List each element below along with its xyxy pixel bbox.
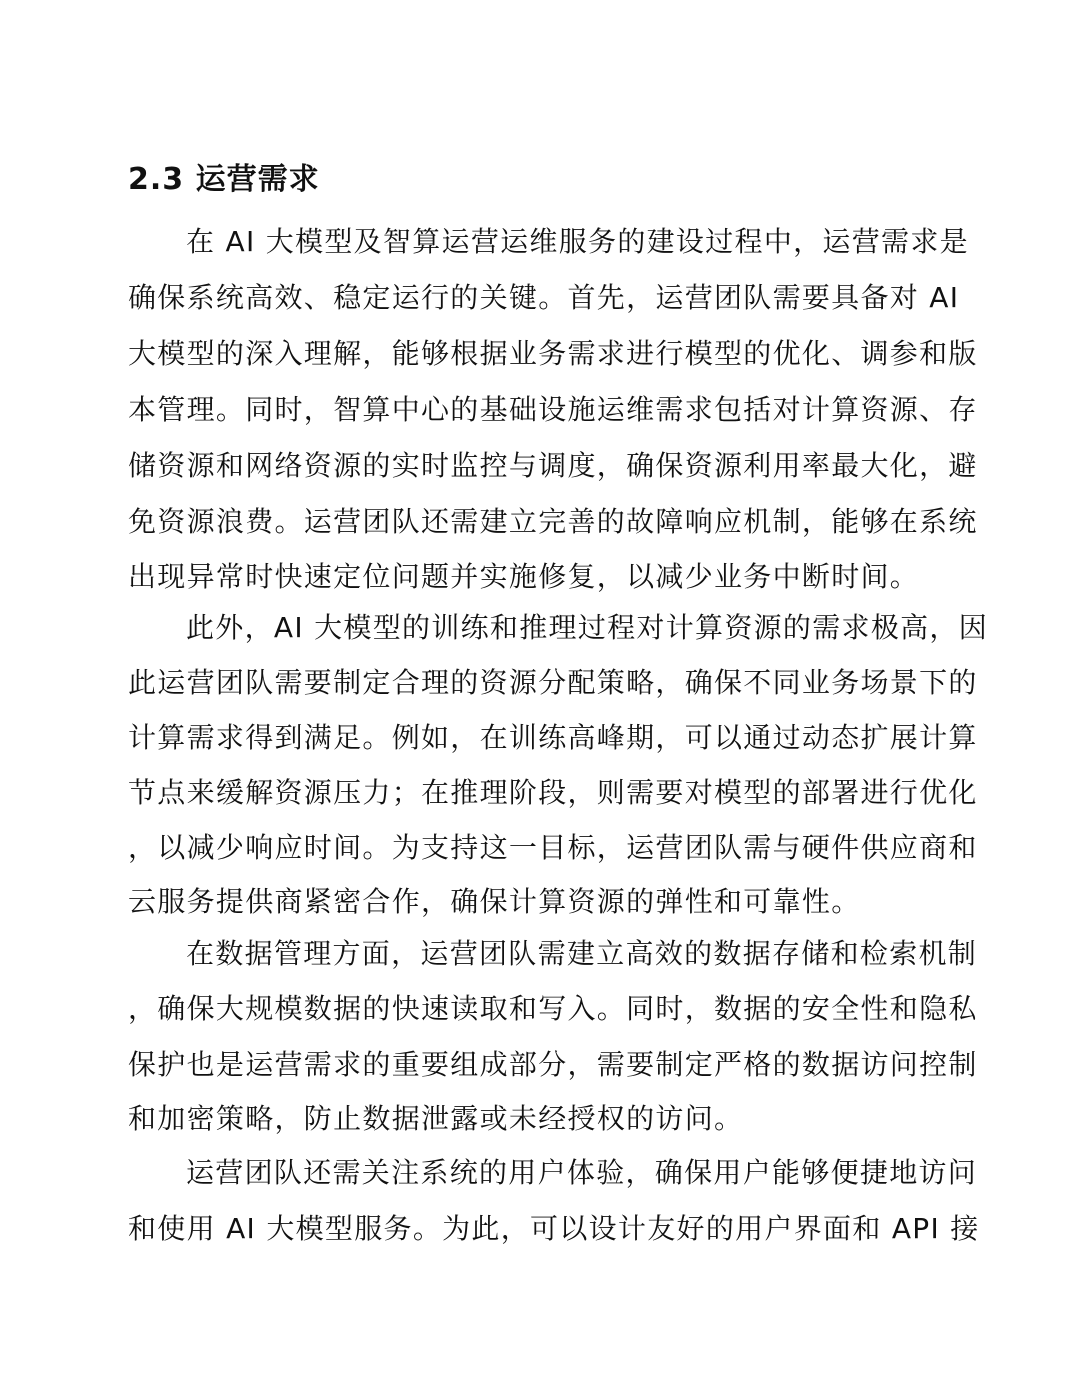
section-heading: 2.3 运营需求	[128, 162, 320, 197]
paragraph-2-line-2: 此运营团队需要制定合理的资源分配策略，确保不同业务场景下的	[128, 666, 978, 699]
paragraph-2-line-1: 此外，AI 大模型的训练和推理过程对计算资源的需求极高，因	[186, 611, 989, 644]
paragraph-1-line-2: 确保系统高效、稳定运行的关键。首先，运营团队需要具备对 AI	[128, 281, 960, 314]
paragraph-1-line-7: 出现异常时快速定位问题并实施修复，以减少业务中断时间。	[128, 560, 920, 593]
paragraph-3-line-3: 保护也是运营需求的重要组成部分，需要制定严格的数据访问控制	[128, 1048, 978, 1081]
paragraph-2-line-5: ，以减少响应时间。为支持这一目标，运营团队需与硬件供应商和	[128, 831, 978, 864]
paragraph-1-line-1: 在 AI 大模型及智算运营运维服务的建设过程中，运营需求是	[186, 225, 969, 258]
paragraph-4-line-2: 和使用 AI 大模型服务。为此，可以设计友好的用户界面和 API 接	[128, 1212, 980, 1245]
paragraph-2-line-6: 云服务提供商紧密合作，确保计算资源的弹性和可靠性。	[128, 885, 861, 918]
paragraph-1-line-6: 免资源浪费。运营团队还需建立完善的故障响应机制，能够在系统	[128, 505, 978, 538]
paragraph-4-line-1: 运营团队还需关注系统的用户体验，确保用户能够便捷地访问	[186, 1156, 978, 1189]
paragraph-1-line-4: 本管理。同时，智算中心的基础设施运维需求包括对计算资源、存	[128, 393, 978, 426]
paragraph-3-line-2: ，确保大规模数据的快速读取和写入。同时，数据的安全性和隐私	[128, 992, 978, 1025]
paragraph-3-line-4: 和加密策略，防止数据泄露或未经授权的访问。	[128, 1102, 744, 1135]
paragraph-1-line-3: 大模型的深入理解，能够根据业务需求进行模型的优化、调参和版	[128, 337, 978, 370]
paragraph-2-line-4: 节点来缓解资源压力；在推理阶段，则需要对模型的部署进行优化	[128, 776, 978, 809]
paragraph-2-line-3: 计算需求得到满足。例如，在训练高峰期，可以通过动态扩展计算	[128, 721, 978, 754]
paragraph-1-line-5: 储资源和网络资源的实时监控与调度，确保资源利用率最大化，避	[128, 449, 978, 482]
paragraph-3-line-1: 在数据管理方面，运营团队需建立高效的数据存储和检索机制	[186, 937, 978, 970]
